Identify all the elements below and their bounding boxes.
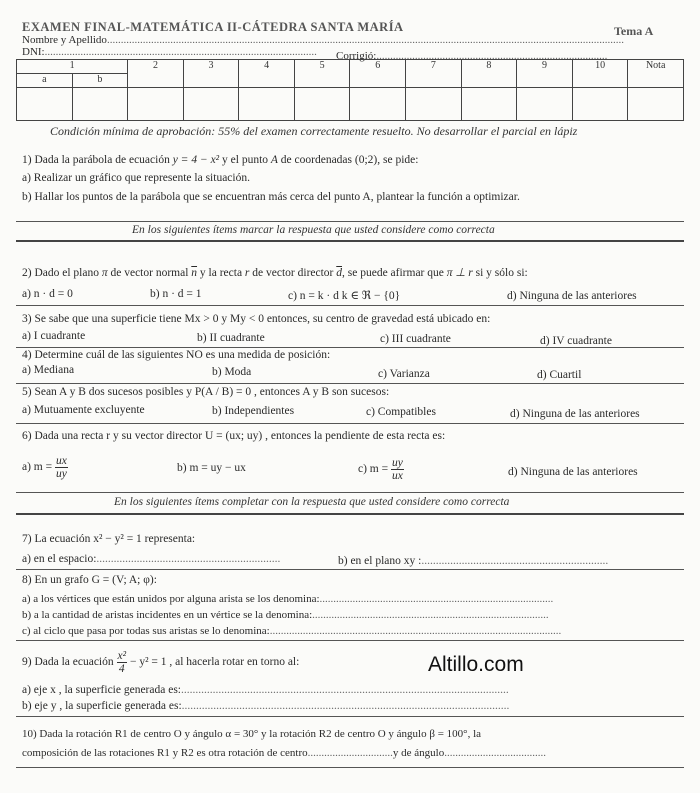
grade-subcol-header: a (17, 74, 73, 88)
grade-cell[interactable] (239, 88, 295, 121)
q7-answer-b-label: b) en el plano xy : (338, 555, 422, 567)
q3-option-a[interactable]: a) I cuadrante (22, 330, 86, 342)
q10-line1: 10) Dada la rotación R1 de centro O y ángulo α = 30° y la rotación R2 de centro O y ángulo β = 100°, la (22, 728, 482, 740)
fraction-denominator: uy (56, 468, 67, 480)
q2-stem-part: si y sólo si: (475, 267, 528, 279)
q4-option-b[interactable]: b) Moda (212, 366, 252, 378)
q1-stem (22, 154, 418, 166)
q2-stem-part: de vector normal (110, 267, 189, 279)
q2-option-d[interactable]: d) Ninguna de las anteriores (507, 290, 637, 302)
q2-director-vector: $\overline{d}$ (336, 267, 343, 279)
q5-stem: 5) Sean A y B dos sucesos posibles y P(A / B) = 0 , entonces A y B son sucesos: (22, 386, 390, 398)
name-field[interactable]: Nombre y Apellido............................................................................................................................................................................................ (22, 34, 624, 46)
divider (16, 492, 684, 493)
q3-option-b[interactable]: b) II cuadrante (197, 332, 265, 344)
corrigio-field[interactable]: Corrigió:.................................................................................... (336, 50, 608, 62)
grade-col-header: 8 (461, 60, 517, 88)
q9-stem (22, 650, 299, 675)
grade-subcol-header: b (72, 74, 128, 88)
grade-col-header: 4 (239, 60, 295, 88)
grade-cell[interactable] (350, 88, 406, 121)
approval-condition: Condición mínima de aprobación: 55% del examen correctamente resuelto. No desarrollar el parcial en lápiz (50, 124, 578, 138)
q2-normal-vector: $\overline{n}$ (191, 267, 198, 279)
q9-stem-part: − y² = 1 , al hacerla rotar en torno al: (129, 656, 300, 669)
q7-answer-b[interactable]: b) en el plano xy :................................................................. (338, 555, 609, 567)
q9-answer-b[interactable]: b) eje y , la superficie generada es:.................................................................................................................. (22, 700, 510, 712)
divider (16, 767, 684, 768)
fraction-numerator: uy (392, 457, 403, 469)
q3-option-c[interactable]: c) III cuadrante (380, 333, 451, 345)
q2-option-c[interactable]: c) n = k · d k ∈ ℜ − {0} (288, 290, 401, 302)
q2-stem-part: 2) Dado el plano (22, 267, 99, 279)
q4-stem: 4) Determine cuál de las siguientes NO es una medida de posición: (22, 349, 331, 361)
q6-option-d[interactable]: d) Ninguna de las anteriores (508, 466, 638, 478)
q9-stem-part: 9) Dada la ecuación (22, 656, 114, 669)
tema-label: Tema A (614, 24, 654, 38)
q1-stem-part: de coordenadas (280, 154, 352, 166)
q9-fraction (117, 650, 128, 675)
dni-field[interactable]: DNI:................................................................................................... (22, 46, 317, 58)
grade-col-header: 10 (572, 60, 628, 88)
q2-relation: π ⊥ r (446, 267, 473, 279)
grade-cell[interactable] (294, 88, 350, 121)
divider (16, 383, 684, 384)
section-heading-complete: En los siguientes ítems completar con la respuesta que usted considere como correcta (114, 496, 510, 508)
section-heading-choice: En los siguientes ítems marcar la respuesta que usted considere como correcta (132, 224, 495, 236)
q7-stem: 7) La ecuación x² − y² = 1 representa: (22, 533, 196, 545)
grade-cell[interactable] (406, 88, 462, 121)
q2-stem-part: , se puede afirmar que (342, 267, 444, 279)
q1-item-b: b) Hallar los puntos de la parábola que se encuentran más cerca del punto A, plantear la función a optimizar. (22, 191, 520, 203)
grade-col-header: 1 (17, 60, 128, 74)
q6-option-c-label: c) m = (358, 463, 389, 476)
divider (16, 716, 684, 717)
divider (16, 640, 684, 641)
grade-table (16, 59, 684, 121)
divider (16, 221, 684, 222)
q2-line: r (244, 267, 250, 279)
grade-col-header: 3 (183, 60, 239, 88)
q1-coords: (0;2) (354, 154, 378, 166)
grade-cell[interactable] (72, 88, 128, 121)
grade-cell[interactable] (128, 88, 184, 121)
divider (16, 423, 684, 424)
q8-stem: 8) En un grafo G = (V; A; φ): (22, 574, 157, 586)
q3-stem: 3) Se sabe que una superficie tiene Mx > 0 y My < 0 entonces, su centro de gravedad está ubicado en: (22, 313, 491, 325)
fraction-numerator: ux (56, 455, 67, 467)
q10-line2-label: composición de las rotaciones R1 y R2 es otra rotación de centro (22, 747, 308, 759)
grade-cell[interactable] (628, 88, 684, 121)
divider (16, 240, 684, 242)
fraction-denominator: 4 (118, 663, 125, 675)
q1-stem-part: y el punto (222, 154, 269, 166)
q4-option-c[interactable]: c) Varianza (378, 368, 430, 380)
grade-col-header: 2 (128, 60, 184, 88)
grade-cell[interactable] (183, 88, 239, 121)
grade-cell[interactable] (461, 88, 517, 121)
q4-option-a[interactable]: a) Mediana (22, 364, 75, 376)
q1-point: A (270, 154, 278, 166)
altillo-watermark: Altillo.com (428, 653, 524, 676)
grade-col-header: 6 (350, 60, 406, 88)
q7-answer-a[interactable]: a) en el espacio:................................................................ (22, 553, 281, 565)
q8-answer-b-label: b) a la cantidad de aristas incidentes en un vértice se la denomina: (22, 609, 313, 621)
grade-col-header: 9 (517, 60, 573, 88)
q1-equation: y = 4 − x² (172, 154, 220, 166)
q8-answer-c[interactable]: c) al ciclo que pasa por todas sus aristas se lo denomina:.......................................................................................................... (22, 625, 562, 637)
q8-answer-b[interactable]: b) a la cantidad de aristas incidentes en un vértice se la denomina:...................................................................................... (22, 609, 549, 621)
q5-option-b[interactable]: b) Independientes (212, 405, 295, 417)
q5-option-a[interactable]: a) Mutuamente excluyente (22, 404, 145, 416)
q9-answer-a-label: a) eje x , la superficie generada es: (22, 684, 181, 696)
q6-option-b[interactable]: b) m = uy − ux (177, 462, 246, 474)
q6-option-a-label: a) m = (22, 461, 53, 474)
q9-answer-b-label: b) eje y , la superficie generada es: (22, 700, 182, 712)
divider (16, 513, 684, 515)
grade-col-header: 7 (406, 60, 462, 88)
q4-option-d[interactable]: d) Cuartil (537, 369, 582, 381)
exam-title: EXAMEN FINAL-MATEMÁTICA II-CÁTEDRA SANTA MARÍA (22, 20, 404, 34)
fraction-denominator: ux (392, 470, 403, 482)
corrigio-label: Corrigió: (336, 50, 377, 62)
q10-line2b-label: y de ángulo (392, 747, 445, 759)
q10-line2[interactable]: composición de las rotaciones R1 y R2 es otra rotación de centro...............................y de ángulo..................................... (22, 747, 546, 759)
grade-col-header: 5 (294, 60, 350, 88)
divider (16, 305, 684, 306)
q1-stem-part: , se pide: (377, 154, 419, 166)
q1-stem-part: 1) Dada la parábola de ecuación (22, 154, 170, 166)
q6-option-a-fraction (55, 455, 68, 480)
q5-option-c[interactable]: c) Compatibles (366, 406, 436, 418)
grade-col-header: Nota (628, 60, 684, 88)
q2-option-b[interactable]: b) n · d = 1 (150, 288, 202, 300)
q2-stem-part: de vector director (252, 267, 334, 279)
q8-answer-a-label: a) a los vértices que están unidos por alguna arista se los denomina: (22, 593, 320, 605)
q5-option-d[interactable]: d) Ninguna de las anteriores (510, 408, 640, 420)
q2-option-a[interactable]: a) n · d = 0 (22, 288, 73, 300)
q6-option-c-fraction (391, 457, 404, 482)
grade-cell[interactable] (517, 88, 573, 121)
q2-stem-part: y la recta (199, 267, 243, 279)
q6-stem: 6) Dada una recta r y su vector director U = (ux; uy) , entonces la pendiente de esta recta es: (22, 430, 446, 442)
divider (16, 569, 684, 570)
q6-option-c[interactable] (358, 457, 404, 482)
q3-option-d[interactable]: d) IV cuadrante (540, 335, 612, 347)
q7-answer-a-label: a) en el espacio: (22, 553, 97, 565)
q9-answer-a[interactable]: a) eje x , la superficie generada es:.................................................................................................................. (22, 684, 509, 696)
grade-cell[interactable] (17, 88, 73, 121)
q1-item-a: a) Realizar un gráfico que represente la situación. (22, 172, 250, 184)
grade-cell[interactable] (572, 88, 628, 121)
q8-answer-a[interactable]: a) a los vértices que están unidos por alguna arista se los denomina:..................................................................................... (22, 593, 554, 605)
q2-plane: π (101, 267, 108, 279)
fraction-numerator: x² (117, 650, 127, 662)
q6-option-a[interactable] (22, 455, 68, 480)
name-label: Nombre y Apellido (22, 34, 107, 46)
dni-label: DNI: (22, 46, 45, 58)
q8-answer-c-label: c) al ciclo que pasa por todas sus aristas se lo denomina: (22, 625, 270, 637)
q2-stem (22, 265, 528, 279)
divider (16, 347, 684, 348)
